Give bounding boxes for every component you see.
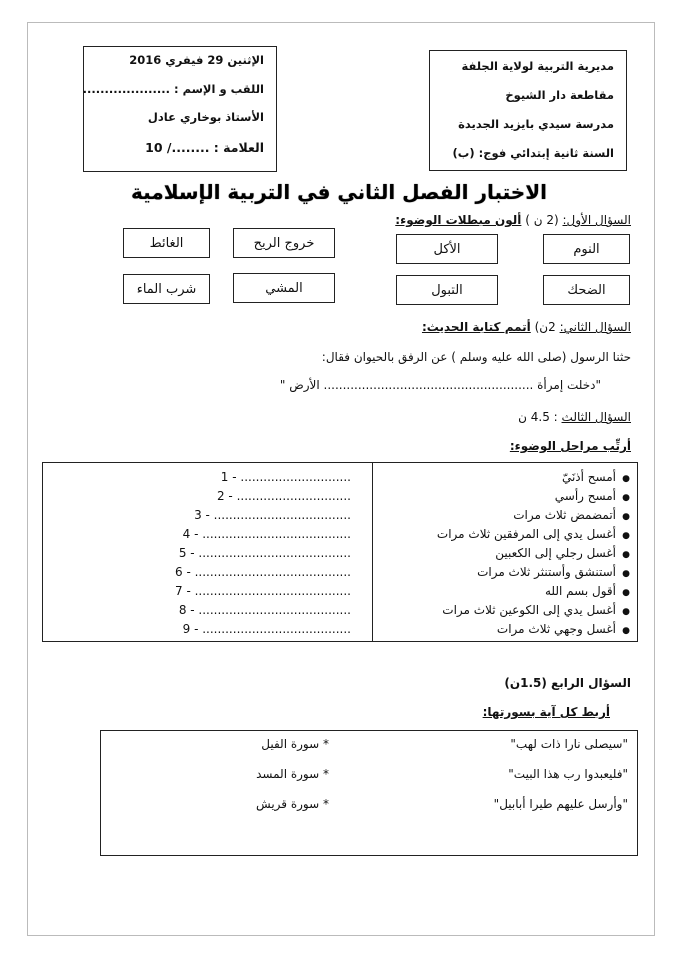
header-right-line-4: السنة ثانية إبتدائي فوج: (ب) xyxy=(452,146,614,160)
wudu-step: أتمضمض ثلاث مرات xyxy=(513,508,616,522)
answer-line[interactable]: 6 - ......................................... xyxy=(175,565,351,579)
answer-line[interactable]: 7 - ......................................... xyxy=(175,584,351,598)
wudu-step: أمسح رأسي xyxy=(554,489,616,503)
wudu-step: أغسل وجهي ثلاث مرات xyxy=(496,622,616,636)
word-box[interactable]: النوم xyxy=(543,234,630,264)
list-bullet: ● xyxy=(622,550,630,560)
list-bullet: ● xyxy=(622,531,630,541)
word-box[interactable]: خروج الريح xyxy=(233,228,335,258)
wudu-step: أغسل يدي إلى الكوعين ثلاث مرات xyxy=(442,603,616,617)
hadith-fill-line[interactable]: "دخلت إمرأة ....................................................... الأرض " xyxy=(279,378,601,392)
answer-line[interactable]: 8 - ........................................ xyxy=(178,603,351,617)
q4-instruction: أربط كل آية بسورتها: xyxy=(482,705,610,719)
q2-heading xyxy=(422,320,631,334)
surah-item[interactable]: * سورة المسد xyxy=(256,767,329,781)
exam-date: الإثنين 29 فيفري 2016 xyxy=(129,53,264,67)
list-bullet: ● xyxy=(622,512,630,522)
word-box[interactable]: الأكل xyxy=(396,234,498,264)
teacher-name: الأستاذ بوخاري عادل xyxy=(147,110,264,124)
q3-points: : 4.5 ن xyxy=(518,410,558,424)
word-box[interactable]: شرب الماء xyxy=(123,274,210,304)
q3-instruction: أرتِّب مراحل الوضوء: xyxy=(509,439,631,453)
list-bullet: ● xyxy=(622,626,630,636)
q3-label: السؤال الثالث xyxy=(561,410,631,424)
header-right-line-1: مديرية التربية لولاية الجلفة xyxy=(461,59,614,73)
q2-instruction: أتمم كتابة الحديث: xyxy=(421,320,531,334)
q1-label: السؤال الأول: xyxy=(562,213,631,227)
verse-item[interactable]: "سيصلى نارا ذات لهب" xyxy=(510,737,628,751)
list-bullet: ● xyxy=(622,493,630,503)
word-box[interactable]: الغائط xyxy=(123,228,210,258)
word-box[interactable]: الضحك xyxy=(543,275,630,305)
header-right-line-2: مقاطعة دار الشيوخ xyxy=(505,88,614,102)
q2-points: 2ن) xyxy=(534,320,556,334)
list-bullet: ● xyxy=(622,474,630,484)
verse-item[interactable]: "وأرسل عليهم طيرا أبابيل" xyxy=(493,797,628,811)
exam-title: الاختبار الفصل الثاني في التربية الإسلامية xyxy=(131,180,547,204)
q1-instruction: ألون مبطلات الوضوء: xyxy=(395,213,522,227)
wudu-step: أغسل رجلي إلى الكعبين xyxy=(495,546,616,560)
q4-heading: السؤال الرابع (1.5ن) xyxy=(504,676,631,690)
list-bullet: ● xyxy=(622,607,630,617)
answer-line[interactable]: 1 - ............................. xyxy=(220,470,351,484)
answer-line[interactable]: 4 - ....................................... xyxy=(182,527,351,541)
word-box[interactable]: التبول xyxy=(396,275,498,305)
list-bullet: ● xyxy=(622,588,630,598)
wudu-step: أمسح أذنَيّ xyxy=(561,470,616,484)
answer-line[interactable]: 5 - ........................................ xyxy=(178,546,351,560)
q3-heading xyxy=(518,410,631,424)
grade-field: العلامة : ......../ 10 xyxy=(145,140,264,155)
list-bullet: ● xyxy=(622,569,630,579)
wudu-step: أستنشق وأستنثر ثلاث مرات xyxy=(477,565,616,579)
wudu-step: أقول بسم الله xyxy=(544,584,616,598)
q1-heading xyxy=(395,213,631,227)
table-divider xyxy=(372,463,373,641)
surah-item[interactable]: * سورة الفيل xyxy=(261,737,329,751)
surah-item[interactable]: * سورة قريش xyxy=(256,797,329,811)
header-right-line-3: مدرسة سيدي بايزيد الجديدة xyxy=(458,117,614,131)
verse-item[interactable]: "فليعبدوا رب هذا البيت" xyxy=(508,767,628,781)
answer-line[interactable]: 3 - .................................... xyxy=(194,508,351,522)
school-info-box xyxy=(429,50,627,171)
student-name-field: اللقب و الإسم : .................... xyxy=(82,82,264,96)
q2-label: السؤال الثاني: xyxy=(559,320,631,334)
wudu-step: أغسل يدي إلى المرفقين ثلاث مرات xyxy=(436,527,616,541)
word-box[interactable]: المشي xyxy=(233,273,335,303)
hadith-intro: حثنا الرسول (صلى الله عليه وسلم ) عن الرفق بالحيوان فقال: xyxy=(321,350,631,364)
student-info-box xyxy=(83,46,277,172)
answer-line[interactable]: 2 - .............................. xyxy=(216,489,351,503)
answer-line[interactable]: 9 - ....................................... xyxy=(182,622,351,636)
q1-points: (2 ن ) xyxy=(525,213,559,227)
